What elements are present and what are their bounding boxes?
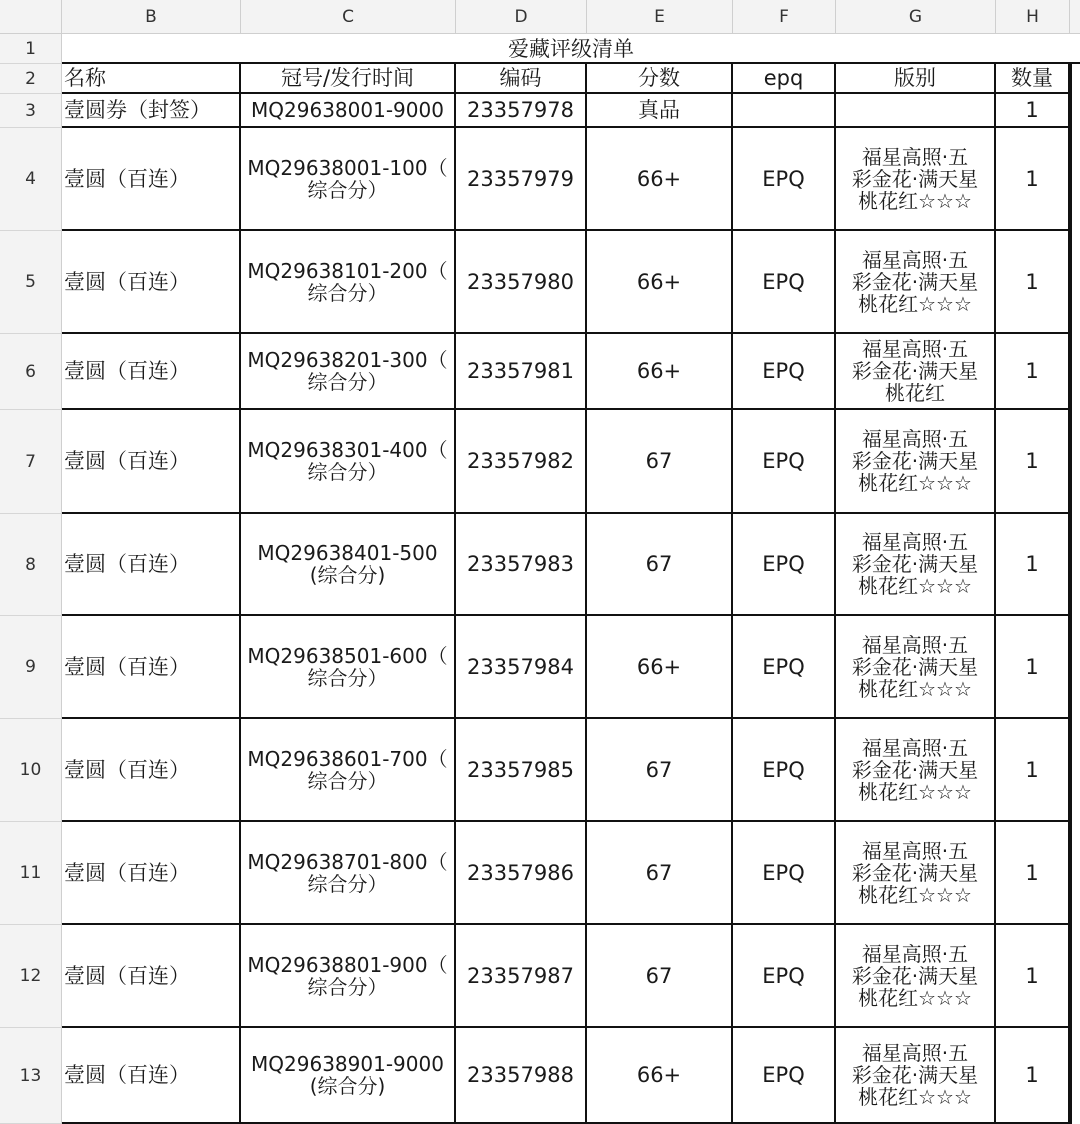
item-name-cell[interactable]: 壹圆（百连） bbox=[62, 334, 241, 410]
score-cell[interactable]: 67 bbox=[587, 514, 733, 616]
score-cell[interactable]: 67 bbox=[587, 719, 733, 822]
row-number[interactable]: 6 bbox=[0, 334, 62, 410]
column-header-h[interactable]: H bbox=[996, 0, 1070, 34]
code-cell[interactable]: 23357979 bbox=[456, 128, 587, 231]
quantity-cell[interactable]: 1 bbox=[996, 94, 1070, 128]
quantity-cell[interactable]: 1 bbox=[996, 410, 1070, 514]
item-name-cell[interactable]: 壹圆（百连） bbox=[62, 1028, 241, 1124]
column-header-e[interactable]: E bbox=[587, 0, 733, 34]
quantity-cell[interactable]: 1 bbox=[996, 231, 1070, 334]
row-number[interactable]: 9 bbox=[0, 616, 62, 719]
epq-cell[interactable] bbox=[733, 94, 836, 128]
score-cell[interactable]: 67 bbox=[587, 410, 733, 514]
row-number[interactable]: 2 bbox=[0, 64, 62, 94]
code-cell[interactable]: 23357980 bbox=[456, 231, 587, 334]
score-cell[interactable]: 66+ bbox=[587, 128, 733, 231]
row-number[interactable]: 7 bbox=[0, 410, 62, 514]
item-name-cell[interactable]: 壹圆（百连） bbox=[62, 128, 241, 231]
row-number[interactable]: 1 bbox=[0, 34, 62, 64]
item-name-cell[interactable]: 壹圆（百连） bbox=[62, 719, 241, 822]
edition-cell[interactable]: 福星高照·五 彩金花·满天星 桃花红☆☆☆ bbox=[836, 410, 996, 514]
crown-number-cell[interactable]: MQ29638001-9000 bbox=[241, 94, 456, 128]
score-cell[interactable]: 真品 bbox=[587, 94, 733, 128]
item-name-cell[interactable]: 壹圆（百连） bbox=[62, 514, 241, 616]
row-number[interactable]: 13 bbox=[0, 1028, 62, 1124]
quantity-cell[interactable]: 1 bbox=[996, 925, 1070, 1028]
crown-number-cell[interactable]: MQ29638701-800（ 综合分） bbox=[241, 822, 456, 925]
header-qty[interactable]: 数量 bbox=[996, 64, 1070, 94]
edition-cell[interactable]: 福星高照·五 彩金花·满天星 桃花红☆☆☆ bbox=[836, 514, 996, 616]
item-name-cell[interactable]: 壹圆（百连） bbox=[62, 410, 241, 514]
row-number[interactable]: 5 bbox=[0, 231, 62, 334]
score-cell[interactable]: 67 bbox=[587, 822, 733, 925]
score-cell[interactable]: 66+ bbox=[587, 334, 733, 410]
column-header-b[interactable]: B bbox=[62, 0, 241, 34]
column-header-i[interactable] bbox=[1070, 0, 1080, 34]
code-cell[interactable]: 23357986 bbox=[456, 822, 587, 925]
code-cell[interactable]: 23357985 bbox=[456, 719, 587, 822]
crown-number-cell[interactable]: MQ29638501-600（ 综合分） bbox=[241, 616, 456, 719]
epq-cell[interactable]: EPQ bbox=[733, 719, 836, 822]
code-cell[interactable]: 23357984 bbox=[456, 616, 587, 719]
crown-number-cell[interactable]: MQ29638401-500 (综合分) bbox=[241, 514, 456, 616]
sheet-title-cell[interactable]: 爱藏评级清单 bbox=[62, 34, 1080, 64]
epq-cell[interactable]: EPQ bbox=[733, 616, 836, 719]
row-number[interactable]: 3 bbox=[0, 94, 62, 128]
edition-cell[interactable]: 福星高照·五 彩金花·满天星 桃花红☆☆☆ bbox=[836, 231, 996, 334]
code-cell[interactable]: 23357987 bbox=[456, 925, 587, 1028]
quantity-cell[interactable]: 1 bbox=[996, 616, 1070, 719]
score-cell[interactable]: 66+ bbox=[587, 1028, 733, 1124]
epq-cell[interactable]: EPQ bbox=[733, 925, 836, 1028]
edition-cell[interactable]: 福星高照·五 彩金花·满天星 桃花红☆☆☆ bbox=[836, 616, 996, 719]
column-i-border bbox=[1070, 64, 1080, 1124]
item-name-cell[interactable]: 壹圆（百连） bbox=[62, 616, 241, 719]
quantity-cell[interactable]: 1 bbox=[996, 514, 1070, 616]
code-cell[interactable]: 23357983 bbox=[456, 514, 587, 616]
code-cell[interactable]: 23357982 bbox=[456, 410, 587, 514]
epq-cell[interactable]: EPQ bbox=[733, 231, 836, 334]
edition-cell[interactable]: 福星高照·五 彩金花·满天星 桃花红☆☆☆ bbox=[836, 128, 996, 231]
row-number[interactable]: 4 bbox=[0, 128, 62, 231]
edition-cell[interactable]: 福星高照·五 彩金花·满天星 桃花红☆☆☆ bbox=[836, 925, 996, 1028]
header-crown[interactable]: 冠号/发行时间 bbox=[241, 64, 456, 94]
epq-cell[interactable]: EPQ bbox=[733, 514, 836, 616]
row-number[interactable]: 12 bbox=[0, 925, 62, 1028]
epq-cell[interactable]: EPQ bbox=[733, 410, 836, 514]
edition-cell[interactable]: 福星高照·五 彩金花·满天星 桃花红☆☆☆ bbox=[836, 822, 996, 925]
score-cell[interactable]: 66+ bbox=[587, 616, 733, 719]
item-name-cell[interactable]: 壹圆（百连） bbox=[62, 925, 241, 1028]
quantity-cell[interactable]: 1 bbox=[996, 719, 1070, 822]
column-header-g[interactable]: G bbox=[836, 0, 996, 34]
select-all-corner[interactable] bbox=[0, 0, 62, 34]
item-name-cell[interactable]: 壹圆（百连） bbox=[62, 822, 241, 925]
header-edition[interactable]: 版别 bbox=[836, 64, 996, 94]
quantity-cell[interactable]: 1 bbox=[996, 334, 1070, 410]
code-cell[interactable]: 23357988 bbox=[456, 1028, 587, 1124]
epq-cell[interactable]: EPQ bbox=[733, 334, 836, 410]
edition-cell[interactable]: 福星高照·五 彩金花·满天星 桃花红 bbox=[836, 334, 996, 410]
row-number[interactable]: 10 bbox=[0, 719, 62, 822]
column-header-d[interactable]: D bbox=[456, 0, 587, 34]
epq-cell[interactable]: EPQ bbox=[733, 822, 836, 925]
edition-cell[interactable] bbox=[836, 94, 996, 128]
crown-number-cell[interactable]: MQ29638001-100（ 综合分） bbox=[241, 128, 456, 231]
crown-number-cell[interactable]: MQ29638201-300（ 综合分） bbox=[241, 334, 456, 410]
header-name[interactable]: 名称 bbox=[62, 64, 241, 94]
quantity-cell[interactable]: 1 bbox=[996, 822, 1070, 925]
edition-cell[interactable]: 福星高照·五 彩金花·满天星 桃花红☆☆☆ bbox=[836, 1028, 996, 1124]
quantity-cell[interactable]: 1 bbox=[996, 128, 1070, 231]
quantity-cell[interactable]: 1 bbox=[996, 1028, 1070, 1124]
header-score[interactable]: 分数 bbox=[587, 64, 733, 94]
column-header-c[interactable]: C bbox=[241, 0, 456, 34]
item-name-cell[interactable]: 壹圆券（封签） bbox=[62, 94, 241, 128]
crown-number-cell[interactable]: MQ29638101-200（ 综合分） bbox=[241, 231, 456, 334]
column-header-f[interactable]: F bbox=[733, 0, 836, 34]
score-cell[interactable]: 66+ bbox=[587, 231, 733, 334]
code-cell[interactable]: 23357981 bbox=[456, 334, 587, 410]
crown-number-cell[interactable]: MQ29638801-900（ 综合分） bbox=[241, 925, 456, 1028]
crown-number-cell[interactable]: MQ29638901-9000 (综合分) bbox=[241, 1028, 456, 1124]
header-code[interactable]: 编码 bbox=[456, 64, 587, 94]
header-epq[interactable]: epq bbox=[733, 64, 836, 94]
row-number[interactable]: 8 bbox=[0, 514, 62, 616]
epq-cell[interactable]: EPQ bbox=[733, 128, 836, 231]
epq-cell[interactable]: EPQ bbox=[733, 1028, 836, 1124]
score-cell[interactable]: 67 bbox=[587, 925, 733, 1028]
code-cell[interactable]: 23357978 bbox=[456, 94, 587, 128]
crown-number-cell[interactable]: MQ29638601-700（ 综合分） bbox=[241, 719, 456, 822]
item-name-cell[interactable]: 壹圆（百连） bbox=[62, 231, 241, 334]
crown-number-cell[interactable]: MQ29638301-400（ 综合分） bbox=[241, 410, 456, 514]
edition-cell[interactable]: 福星高照·五 彩金花·满天星 桃花红☆☆☆ bbox=[836, 719, 996, 822]
row-number[interactable]: 11 bbox=[0, 822, 62, 925]
